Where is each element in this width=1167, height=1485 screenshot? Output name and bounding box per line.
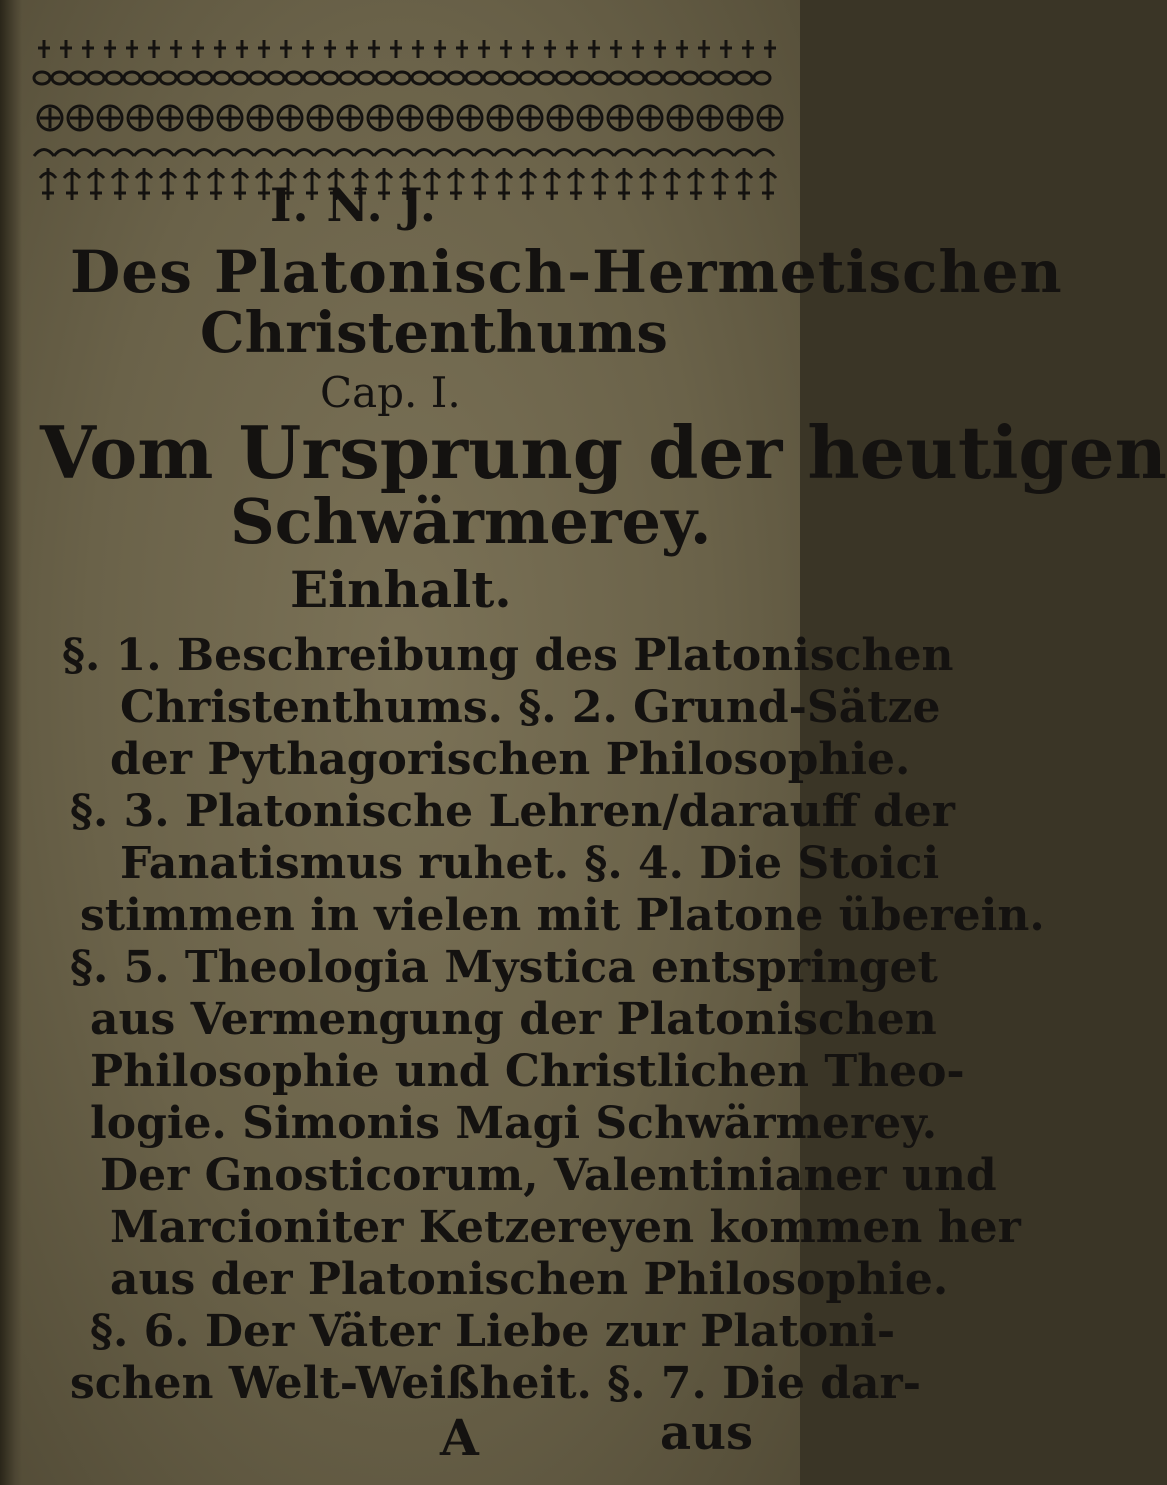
contents-line: schen Welt-Weißheit. §. 7. Die dar- <box>70 1358 921 1409</box>
title-line-1: Des Platonisch-Hermetischen <box>70 238 1063 306</box>
contents-line: §. 6. Der Väter Liebe zur Platoni- <box>90 1306 896 1357</box>
contents-line: aus Vermengung der Platonischen <box>90 994 937 1045</box>
contents-line: §. 1. Beschreibung des Platonischen <box>62 630 954 681</box>
heading-line-2: Schwärmerey. <box>230 485 712 558</box>
contents-line: Philosophie und Christlichen Theo- <box>90 1046 965 1097</box>
title-line-2: Christenthums <box>200 300 668 366</box>
contents-label: Einhalt. <box>290 560 512 619</box>
contents-line: logie. Simonis Magi Schwärmerey. <box>90 1098 938 1149</box>
contents-line: §. 3. Platonische Lehren/darauff der <box>70 786 955 837</box>
chapter-label: Cap. I. <box>320 368 461 417</box>
page-binding-edge <box>0 0 22 1485</box>
contents-line: stimmen in vielen mit Platone überein. <box>80 890 1045 941</box>
contents-line: §. 5. Theologia Mystica entspringet <box>70 942 938 993</box>
heading-line-1: Vom Ursprung der heutigen <box>40 410 1167 495</box>
contents-line: Christenthums. §. 2. Grund-Sätze <box>120 682 941 733</box>
contents-line: Der Gnosticorum, Valentinianer und <box>100 1150 997 1201</box>
signature-mark: A <box>440 1408 479 1467</box>
contents-line: Fanatismus ruhet. §. 4. Die Stoici <box>120 838 940 889</box>
contents-line: der Pythagorischen Philosophie. <box>110 734 911 785</box>
contents-line: Marcioniter Ketzereyen kommen her <box>110 1202 1021 1253</box>
catchword: aus <box>660 1405 754 1461</box>
contents-line: aus der Platonischen Philosophie. <box>110 1254 949 1305</box>
running-title: I. N. J. <box>270 178 437 232</box>
